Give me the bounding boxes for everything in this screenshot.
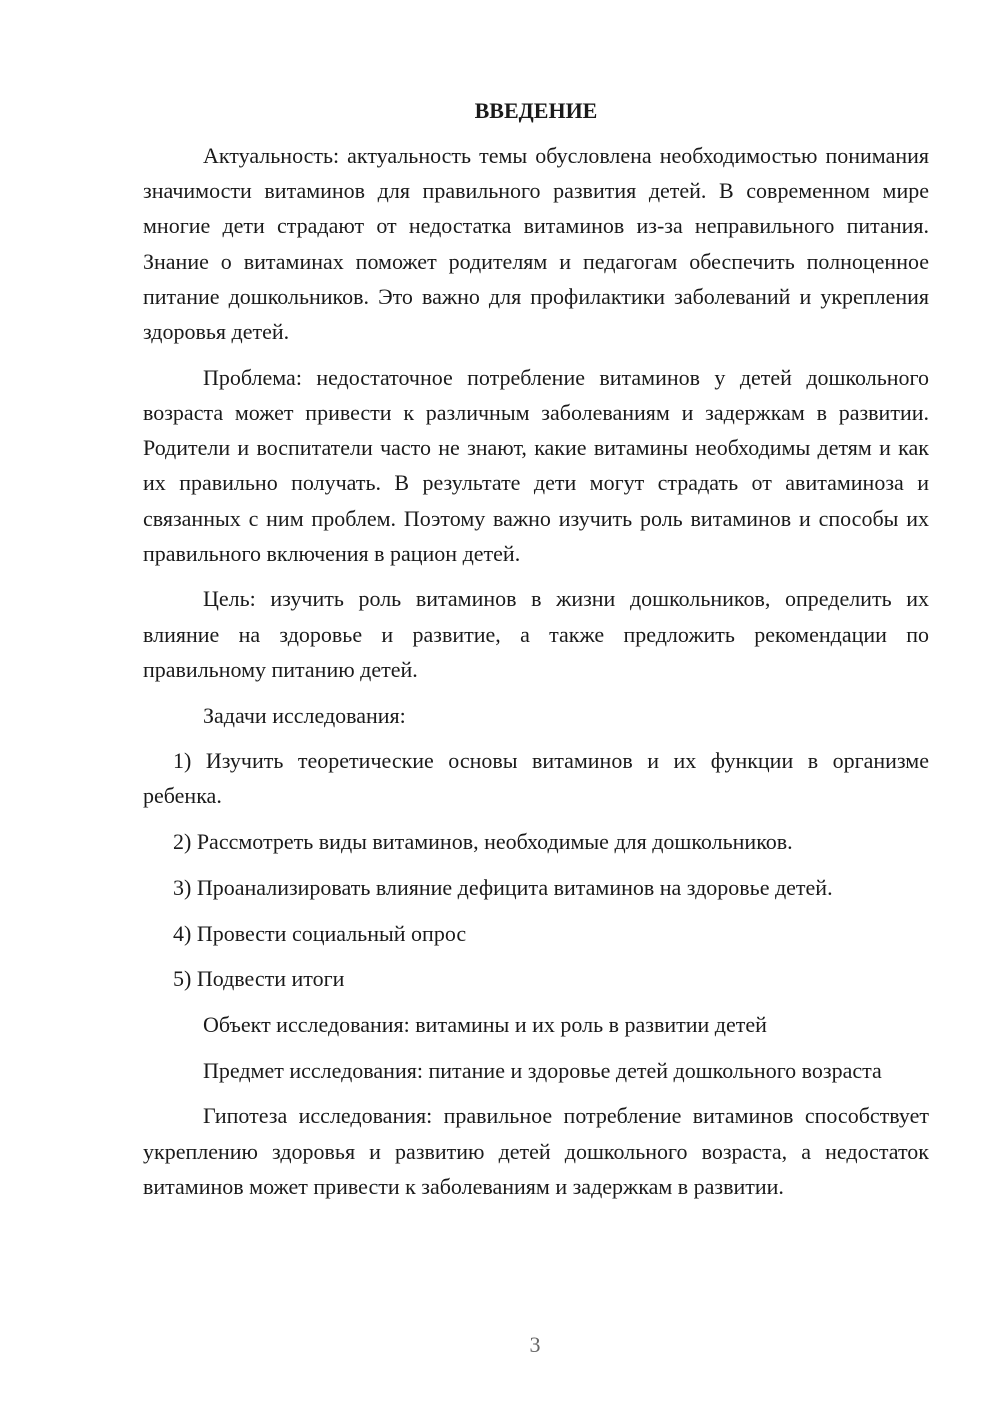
task-item: 2) Рассмотреть виды витаминов, необходимые для дошкольников. [173,829,793,855]
task-item: 4) Провести социальный опрос [173,920,467,946]
page-content [143,93,929,1214]
goal-paragraph: Цель: изучить роль витаминов в жизни дошкольников, определить их влияние на здоровье и развитие, а также предложить рекомендации по правильному питанию детей. [143,586,929,682]
tasks-title: Задачи исследования: [203,702,406,728]
problem-paragraph: Проблема: недостаточное потребление витаминов у детей дошкольного возраста может привести к различным заболеваниям и задержкам в развитии. Родители и воспитатели часто не знают, какие витамины необходимы детям и как их правильно получать. В результате дети могут страдать от авитаминоза и связанных с ним проблем. Поэтому важно изучить роль витаминов и способы их правильного включения в рацион детей. [143,364,929,566]
subject-paragraph: Предмет исследования: питание и здоровье детей дошкольного возраста [203,1057,882,1083]
page-number: 3 [529,1332,541,1357]
task-item: 1) Изучить теоретические основы витаминов и их функции в организме ребенка. [143,748,929,809]
task-item: 5) Подвести итоги [173,966,345,992]
page-heading: ВВЕДЕНИЕ [474,98,598,123]
actuality-paragraph: Актуальность: актуальность темы обусловлена необходимостью понимания значимости витаминов для правильного развития детей. В современном мире многие дети страдают от недостатка витаминов из-за неправильного питания. Знание о витаминах поможет родителям и педагогам обеспечить полноценное питание дошкольников. Это важно для профилактики заболеваний и укрепления здоровья детей. [143,143,929,345]
tasks-list [143,743,929,996]
object-paragraph: Объект исследования: витамины и их роль в развитии детей [203,1011,767,1037]
task-item: 3) Проанализировать влияние дефицита витаминов на здоровье детей. [173,874,833,900]
hypothesis-paragraph: Гипотеза исследования: правильное потребление витаминов способствует укреплению здоровья и развитию детей дошкольного возраста, а недостаток витаминов может привести к заболеваниям и задержкам в развитии. [143,1103,929,1199]
